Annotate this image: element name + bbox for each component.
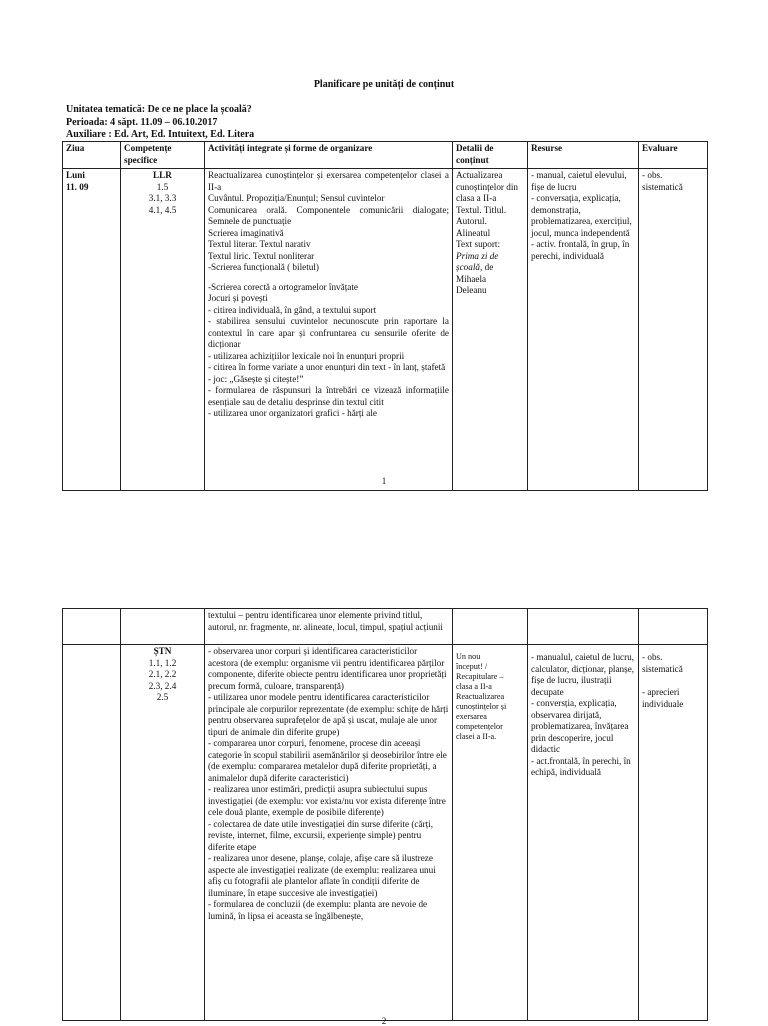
competence-item: 4.1, 4.5 xyxy=(148,204,177,215)
resource-item: - conversația, explicația, demonstrația, problematizarea, exercițiul, jocul, munca independentă xyxy=(531,193,632,238)
detail-line: Recapitulare – xyxy=(456,672,504,681)
competence-item: 2.1, 2.2 xyxy=(148,669,177,679)
empty-cell xyxy=(121,609,205,645)
activity-line: Cuvântul. Propoziția/Enunțul; Sensul cuvintelor xyxy=(208,193,385,203)
detail-line: Reactualizarea xyxy=(456,692,505,701)
header-day: Ziua xyxy=(63,142,121,169)
detail-line: Actualizarea cunoștințelor din clasa a II-a xyxy=(456,170,519,203)
table-row xyxy=(63,609,708,645)
activity-line: Textul literar. Textul narativ xyxy=(208,239,311,249)
author-line: Mihaela xyxy=(456,273,487,284)
activity-line: - citirea individuală, în gând, a textului suport xyxy=(208,304,377,315)
activities-continuation-cell xyxy=(205,609,453,645)
detail-line: început! / xyxy=(456,662,488,671)
day-name: Luni xyxy=(66,170,85,180)
detail-line: competențelor xyxy=(456,722,503,731)
resource-item: - manualul, caietul de lucru, calculator, dicționar, planșe, fișe de lucru, ilustrații decupate xyxy=(531,652,635,697)
page-number: 1 xyxy=(381,476,387,486)
table-row xyxy=(63,645,708,1021)
competence-item: 1.5 xyxy=(156,181,169,192)
day-cell xyxy=(63,645,121,1021)
activity-line: - joc: „Găsește și citește!” xyxy=(208,373,304,384)
unit-theme: Unitatea tematică: De ce ne place la școală? xyxy=(66,104,252,115)
detail-line: cunoștințelor și xyxy=(456,702,507,711)
empty-cell xyxy=(528,609,639,645)
activity-line: Reactualizarea cunoștințelor și exersarea competențelor clasei a II-a xyxy=(208,170,449,192)
activity-line: Textul liric. Textul nonliterar xyxy=(208,250,315,261)
day-date: 11. 09 xyxy=(66,181,89,192)
detail-line: Alineatul xyxy=(456,227,491,238)
resource-item: - act.frontală, în perechi, în echipă, individuală xyxy=(531,755,631,777)
header-competences: Competențe specifice xyxy=(121,142,205,169)
activity-line: Comunicarea orală. Componentele comunicării dialogate; Semnele de punctuație xyxy=(208,204,449,226)
author-line: Deleanu xyxy=(456,285,487,295)
competences-cell xyxy=(121,169,205,491)
period-line: Perioada: 4 săpt. 11.09 – 06.10.2017 xyxy=(66,117,218,128)
day-cell xyxy=(63,169,121,491)
activity-line: -Scrierea corectă a ortogramelor învățate xyxy=(208,281,358,292)
detail-line: exersarea xyxy=(456,712,487,721)
page-one xyxy=(0,0,768,500)
page-number: 2 xyxy=(381,1016,387,1026)
header-resources: Resurse xyxy=(528,142,639,169)
activities-cell xyxy=(205,645,453,1021)
activities-cell xyxy=(205,169,453,491)
resource-item: - conversția, explicația, observarea dirijată, problematizarea, învățarea prin descoperire, jocul didactic xyxy=(531,698,629,754)
activity-line: - formularea de răspunsuri la întrebări ce vizează informațiile esențiale sau de detaliu desprinse din textul citit xyxy=(208,385,449,407)
evaluation-cell xyxy=(639,645,708,1021)
detail-line: Text suport: xyxy=(456,239,501,249)
planning-table-page-two xyxy=(62,608,708,1021)
competence-item: 3.1, 3.3 xyxy=(148,193,177,203)
header-activities: Activități integrate și forme de organizare xyxy=(205,142,453,169)
activity-line: - utilizarea achizițiilor lexicale noi în enunțuri proprii xyxy=(208,350,405,361)
table-row xyxy=(63,169,708,491)
document-title: Planificare pe unități de conținut xyxy=(313,79,455,90)
competence-item: 1.1, 1.2 xyxy=(148,657,177,668)
activity-line: Jocuri și povești xyxy=(208,293,268,303)
activity-line: - formularea de concluzii (de exemplu: planta are nevoie de lumină, în lipsa ei aceasta se îngălbenește, xyxy=(208,899,428,921)
evaluation-item: - obs. sistematică xyxy=(642,652,683,674)
auxiliaries-line: Auxiliare : Ed. Art, Ed. Intuitext, Ed. Litera xyxy=(66,129,255,140)
activity-line: -Scrierea funcțională ( biletul) xyxy=(208,262,319,272)
empty-cell xyxy=(63,609,121,645)
empty-cell xyxy=(453,609,528,645)
header-evaluation: Evaluare xyxy=(639,142,708,169)
evaluation-item: - obs. sistematică xyxy=(642,170,683,192)
subject-label: LLR xyxy=(153,170,172,180)
detail-line: clasei a II-a. xyxy=(456,732,497,741)
activity-line: - utilizarea unor organizatori grafici - hărți ale xyxy=(208,408,377,418)
activity-line: - realizarea unor estimări, predicții asupra subiectului supus investigației (de exemplu: vor exista/nu vor exista diferențe între cele două plante, exemple de posibile diferențe) xyxy=(208,784,446,817)
detail-line: Textul. Titlul. xyxy=(456,204,507,215)
header-content-details: Detalii de conținut xyxy=(453,142,528,169)
content-details-cell xyxy=(453,169,528,491)
competence-item: 2.3, 2.4 xyxy=(148,680,177,691)
detail-line: Autorul. xyxy=(456,216,487,226)
activity-line: - colectarea de date utile investigației din surse diferite (cărți, reviste, internet, filme, excursii, experiențe simple) pentru diferite etape xyxy=(208,818,433,852)
activity-line: - realizarea unor desene, planșe, colaje, afișe care să ilustreze aspecte ale investigației realizate (de exemplu: realizarea unui afiș cu fotografii ale plantelor aflate în condiții diferite de iluminare, în etape succesive ale investigației) xyxy=(208,853,436,898)
activity-line: - citirea în forme variate a unor enunțuri din text - în lanț, ștafetă xyxy=(208,362,446,372)
evaluation-item: - aprecieri individuale xyxy=(642,687,684,709)
table-header-row xyxy=(63,142,708,169)
activity-line: Scrierea imaginativă xyxy=(208,227,284,238)
subject-label: ȘTN xyxy=(153,646,172,656)
resource-item: - activ. frontală, în grup, în perechi, individuală xyxy=(531,239,630,261)
detail-line: clasa a II-a xyxy=(456,682,492,691)
activity-line: textului – pentru identificarea unor elemente privind titlul, autorul, nr. fragmente, nr. alineate, locul, timpul, spațiul acțiunii xyxy=(208,610,443,632)
resource-item: - manual, caietul elevului, fișe de lucru xyxy=(531,170,627,192)
author-prefix: de xyxy=(484,262,494,272)
activity-line: - compararea unor corpuri, fenomene, procese din aceeași categorie în scopul stabilirii asemănărilor și deosebirilor între ele (de exemplu: compararea metalelor după diferite proprietăți, a animalelor după diferite caracteristici) xyxy=(208,738,447,783)
activity-line: - utilizarea unor modele pentru identificarea caracteristicilor principale ale corpurilor reprezentate (de exemplu: schițe de hărți pentru observarea suprafețelor de apă și uscat, mulaje ale unor tipuri de animale din diferite grupe) xyxy=(208,692,449,737)
content-details-cell xyxy=(453,645,528,1021)
competence-item: 2.5 xyxy=(156,692,169,702)
empty-cell xyxy=(639,609,708,645)
detail-line: Un nou xyxy=(456,652,481,661)
resources-cell xyxy=(528,169,639,491)
text-title-line xyxy=(456,251,524,274)
resources-cell xyxy=(528,645,639,1021)
activity-line: - observarea unor corpuri și identificarea caracteristicilor acestora (de exemplu: organisme vii pentru identificarea părților componente, diferite obiecte pentru identificarea unor proprietăți precum formă, culoare, transparență) xyxy=(208,646,447,691)
competences-cell xyxy=(121,645,205,1021)
planning-table-page-one xyxy=(62,141,708,491)
activity-line: - stabilirea sensului cuvintelor necunoscute prin raportare la contextul în care apar și confruntarea cu sensurile oferite de dicționar xyxy=(208,316,449,349)
support-text-title: Prima zi de școală, xyxy=(456,250,499,272)
evaluation-cell xyxy=(639,169,708,491)
